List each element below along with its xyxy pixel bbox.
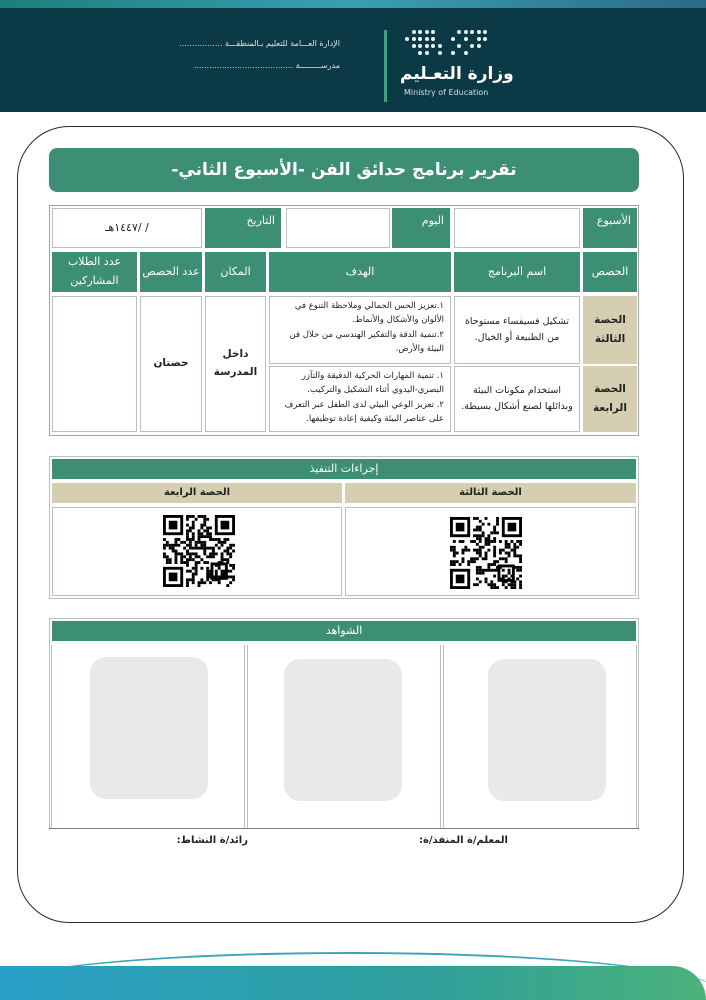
logo-dot <box>470 30 474 34</box>
row-fourth-program: استخدام مكونات البيئة وبدائلها لصنع أشكال بسيطة. <box>454 366 580 432</box>
week-value[interactable] <box>454 208 580 248</box>
row-third-period: الحصة الثالثة <box>583 296 637 364</box>
program-table <box>49 205 639 436</box>
procedures-fourth-cell <box>52 507 342 596</box>
ministry-logo-english: Ministry of Education <box>404 88 489 97</box>
region-line: الإدارة العـــامة للتعليم بـالمنطقـــة ................. <box>179 39 340 48</box>
top-color-band <box>0 0 706 8</box>
logo-dot <box>464 37 468 41</box>
col-num-students: عدد الطلاب المشاركين <box>52 252 137 292</box>
logo-dot <box>457 30 461 34</box>
teacher-signature-label: المعلم/ة المنفذ/ة: <box>419 835 508 846</box>
letterhead <box>0 8 706 112</box>
col-num-periods: عدد الحصص <box>140 252 202 292</box>
evidence-title: الشواهد <box>52 621 636 641</box>
logo-dot <box>418 51 422 55</box>
ministry-logo-icon <box>405 30 491 60</box>
row-third-program: تشكيل فسيفساء مستوحاة من الطبيعة أو الخيال. <box>454 296 580 364</box>
report-title: تقرير برنامج حدائق الفن -الأسبوع الثاني- <box>49 148 639 192</box>
goal-item: ١. تنمية المهارات الحركية الدقيقة والتآزر البصري-اليدوي أثناء التشكيل والتركيب. <box>301 371 444 396</box>
logo-dot <box>412 37 416 41</box>
procedures-section <box>49 456 639 599</box>
evidence-section <box>49 618 639 830</box>
logo-dot <box>470 44 474 48</box>
date-value[interactable]: / /١٤٤٧هـ <box>52 208 202 248</box>
week-label: الأسبوع <box>583 208 637 248</box>
logo-dot <box>405 37 409 41</box>
procedures-title: إجراءات التنفيذ <box>52 459 636 479</box>
evidence-slot <box>247 645 441 829</box>
day-label: اليوم <box>392 208 450 248</box>
school-line: مدرســـــــــة ....................................... <box>193 61 340 70</box>
qr-code-third-icon[interactable] <box>450 517 522 589</box>
ministry-logo-arabic: وزارة التعـليم <box>400 64 514 84</box>
logo-dot <box>438 51 442 55</box>
logo-dot <box>412 44 416 48</box>
col-goal: الهدف <box>269 252 451 292</box>
procedures-third-header: الحصة الثالثة <box>345 483 636 503</box>
logo-dot <box>425 37 429 41</box>
logo-dot <box>483 37 487 41</box>
logo-dot <box>457 44 461 48</box>
date-label: التاريخ <box>205 208 281 248</box>
goal-item: ١.تعزيز الحس الجمالي وملاحظة التنوع في الألوان والأشكال والأنماط. <box>294 301 444 326</box>
photo-placeholder[interactable] <box>90 657 208 799</box>
logo-dot <box>477 30 481 34</box>
logo-dot <box>464 51 468 55</box>
bottom-color-band <box>0 966 706 1000</box>
col-program-name: اسم البرنامج <box>454 252 580 292</box>
num-students-value[interactable] <box>52 296 137 432</box>
logo-dot <box>418 44 422 48</box>
leader-signature-label: رائد/ة النشاط: <box>176 835 248 846</box>
photo-placeholder[interactable] <box>488 659 606 801</box>
logo-dot <box>438 44 442 48</box>
logo-dot <box>431 37 435 41</box>
logo-dot <box>477 37 481 41</box>
logo-dot <box>477 44 481 48</box>
qr-code-fourth-icon[interactable] <box>163 515 235 587</box>
col-periods: الحصص <box>583 252 637 292</box>
procedures-third-cell <box>345 507 636 596</box>
num-periods-value: حصتان <box>140 296 202 432</box>
logo-dot <box>425 30 429 34</box>
logo-dot <box>431 30 435 34</box>
row-fourth-period: الحصة الرابعة <box>583 366 637 432</box>
photo-placeholder[interactable] <box>284 659 402 801</box>
row-fourth-goals <box>269 366 451 432</box>
procedures-fourth-header: الحصة الرابعة <box>52 483 342 503</box>
logo-dot <box>418 37 422 41</box>
logo-dot <box>483 30 487 34</box>
day-value[interactable] <box>286 208 390 248</box>
header-divider <box>384 30 387 102</box>
logo-dot <box>464 30 468 34</box>
logo-dot <box>418 30 422 34</box>
footer-divider <box>49 828 639 829</box>
col-place: المكان <box>205 252 266 292</box>
logo-dot <box>451 51 455 55</box>
logo-dot <box>412 30 416 34</box>
evidence-slot <box>51 645 245 829</box>
evidence-slot <box>443 645 637 829</box>
logo-dot <box>451 37 455 41</box>
row-third-goals <box>269 296 451 364</box>
logo-dot <box>425 44 429 48</box>
goal-item: ٢. تعزيز الوعي البيئي لدى الطفل عبر التعرف على عناصر البيئة وكيفية إعادة توظيفها. <box>284 399 444 425</box>
logo-dot <box>425 51 429 55</box>
place-value: داخل المدرسة <box>205 296 266 432</box>
logo-dot <box>431 44 435 48</box>
goal-item: ٢.تنمية الدقة والتفكير الهندسي من خلال فن البيئة والأرض. <box>289 329 444 355</box>
